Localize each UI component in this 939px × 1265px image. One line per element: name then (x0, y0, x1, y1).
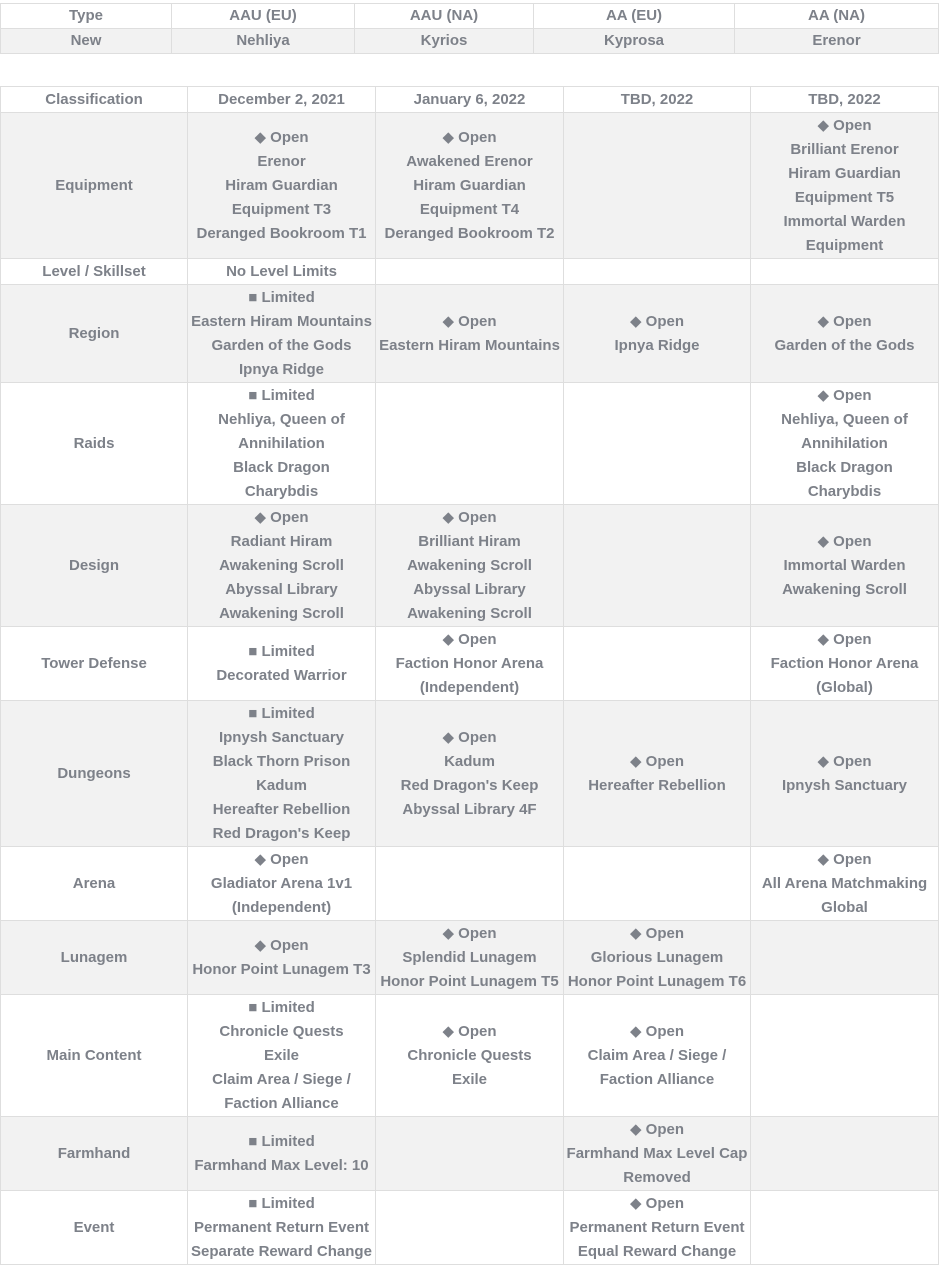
cell-line: Farmhand Max Level: 10 (194, 1156, 369, 1174)
table-row (1, 113, 939, 259)
table-cell (376, 1117, 564, 1191)
cell-line: Annihilation (801, 434, 888, 452)
table-row (1, 921, 939, 995)
date-header: TBD, 2022 (751, 87, 939, 113)
cell-line: Awakening Scroll (407, 556, 532, 574)
cell-line: Abyssal Library (413, 580, 526, 598)
date-header: December 2, 2021 (188, 87, 376, 113)
cell-line: Permanent Return Event (569, 1218, 745, 1236)
cell-line: Abyssal Library (225, 580, 338, 598)
cell-line: ◆ Open (442, 630, 497, 648)
cell-line: Eastern Hiram Mountains (379, 336, 560, 354)
table-cell (751, 1191, 939, 1265)
cell-line: ◆ Open (817, 850, 872, 868)
table-cell (564, 921, 751, 995)
cell-line: Hereafter Rebellion (588, 776, 726, 794)
cell-line: Claim Area / Siege / (587, 1046, 727, 1064)
cell-line: Immortal Warden (783, 556, 906, 574)
cell-line: ◆ Open (817, 630, 872, 648)
new-server-cell: Kyprosa (534, 29, 735, 54)
type-header-cell: AA (EU) (534, 4, 735, 29)
table-cell (376, 285, 564, 383)
table-cell (564, 995, 751, 1117)
cell-line: Red Dragon's Keep (212, 824, 351, 842)
cell-line: (Independent) (419, 678, 520, 696)
table-cell (376, 847, 564, 921)
cell-line: Nehliya, Queen of (781, 410, 908, 428)
cell-line: Exile (263, 1046, 300, 1064)
table-cell (188, 1191, 376, 1265)
table-cell (751, 383, 939, 505)
table-row (1, 701, 939, 847)
table-cell (188, 285, 376, 383)
table-cell (564, 505, 751, 627)
cell-line: Exile (451, 1070, 488, 1088)
table-cell (751, 285, 939, 383)
cell-line: Hiram Guardian (413, 176, 526, 194)
table-cell (376, 921, 564, 995)
column-header-row (1, 87, 939, 113)
cell-line: Brilliant Erenor (790, 140, 899, 158)
cell-line: ■ Limited (248, 386, 315, 404)
table-cell (751, 921, 939, 995)
cell-line: ◆ Open (817, 752, 872, 770)
row-label: Event (1, 1191, 188, 1265)
cell-line: No Level Limits (226, 262, 337, 280)
cell-line: Kadum (444, 752, 495, 770)
cell-line: Charybdis (244, 482, 319, 500)
row-label: Dungeons (1, 701, 188, 847)
cell-line: Honor Point Lunagem T6 (567, 972, 747, 990)
table-cell (188, 627, 376, 701)
cell-line: Black Thorn Prison (212, 752, 351, 770)
cell-line: Black Dragon (796, 458, 893, 476)
cell-line: ◆ Open (629, 1120, 685, 1138)
cell-line: Awakening Scroll (219, 604, 344, 622)
cell-line: ◆ Open (442, 1022, 497, 1040)
cell-line: Awakened Erenor (406, 152, 533, 170)
cell-line: Hiram Guardian (788, 164, 901, 182)
cell-line: All Arena Matchmaking (761, 874, 928, 892)
cell-line: ◆ Open (629, 1022, 685, 1040)
cell-line: Nehliya, Queen of (218, 410, 345, 428)
row-label: Lunagem (1, 921, 188, 995)
cell-line: ■ Limited (248, 704, 315, 722)
new-server-cell: Nehliya (172, 29, 355, 54)
table-cell (188, 383, 376, 505)
table-cell (376, 701, 564, 847)
table-row (1, 995, 939, 1117)
table-cell (376, 383, 564, 505)
cell-line: Faction Honor Arena (770, 654, 919, 672)
cell-line: Hereafter Rebellion (212, 800, 351, 818)
table-cell (188, 259, 376, 285)
type-header-cell: AA (NA) (735, 4, 939, 29)
table-cell (376, 259, 564, 285)
table-cell (751, 1117, 939, 1191)
row-label: Region (1, 285, 188, 383)
row-label: Farmhand (1, 1117, 188, 1191)
type-header-cell: AAU (EU) (172, 4, 355, 29)
table-cell (564, 259, 751, 285)
date-header: TBD, 2022 (564, 87, 751, 113)
table-cell (376, 113, 564, 259)
cell-line: Equipment T5 (794, 188, 895, 206)
table-row (1, 1191, 939, 1265)
cell-line: Erenor (257, 152, 306, 170)
cell-line: Awakening Scroll (219, 556, 344, 574)
table-cell (376, 995, 564, 1117)
cell-line: Gladiator Arena 1v1 (210, 874, 353, 892)
cell-line: (Independent) (231, 898, 332, 916)
cell-line: ■ Limited (248, 288, 315, 306)
table-cell (751, 505, 939, 627)
table-cell (188, 1117, 376, 1191)
new-server-cell: Erenor (735, 29, 939, 54)
table-cell (376, 627, 564, 701)
cell-line: Farmhand Max Level Cap (566, 1144, 748, 1162)
new-server-cell: New (1, 29, 172, 54)
cell-line: ◆ Open (817, 386, 872, 404)
table-row (1, 627, 939, 701)
cell-line: Kadum (256, 776, 307, 794)
cell-line: Ipnysh Sanctuary (781, 776, 908, 794)
row-label: Level / Skillset (1, 259, 188, 285)
cell-line: Deranged Bookroom T1 (196, 224, 367, 242)
table-row (1, 847, 939, 921)
cell-line: ◆ Open (442, 924, 497, 942)
table-row (1, 285, 939, 383)
cell-line: (Global) (816, 678, 873, 696)
classification-header: Classification (1, 87, 188, 113)
cell-line: Hiram Guardian (225, 176, 338, 194)
cell-line: Splendid Lunagem (402, 948, 537, 966)
table-cell (376, 505, 564, 627)
table-cell (751, 847, 939, 921)
cell-line: ■ Limited (248, 642, 315, 660)
table-cell (188, 113, 376, 259)
table-cell (564, 701, 751, 847)
cell-line: Faction Alliance (224, 1094, 339, 1112)
table-cell (564, 847, 751, 921)
table-cell (188, 995, 376, 1117)
cell-line: Red Dragon's Keep (400, 776, 539, 794)
table-cell (751, 113, 939, 259)
cell-line: ◆ Open (254, 128, 309, 146)
cell-line: Equipment T3 (231, 200, 332, 218)
type-row (1, 4, 939, 29)
table-cell (188, 701, 376, 847)
cell-line: Awakening Scroll (782, 580, 907, 598)
table-cell (564, 383, 751, 505)
table-cell (751, 627, 939, 701)
table-cell (376, 1191, 564, 1265)
table-cell (564, 1191, 751, 1265)
cell-line: Equipment (805, 236, 884, 254)
cell-line: Abyssal Library 4F (402, 800, 537, 818)
table-cell (751, 701, 939, 847)
cell-line: ◆ Open (629, 924, 685, 942)
table-cell (188, 847, 376, 921)
cell-line: ◆ Open (442, 128, 497, 146)
content-schedule-table (0, 86, 939, 1265)
cell-line: ◆ Open (817, 532, 872, 550)
date-header: January 6, 2022 (376, 87, 564, 113)
table-cell (188, 921, 376, 995)
row-label: Design (1, 505, 188, 627)
cell-line: ◆ Open (817, 116, 872, 134)
cell-line: ◆ Open (629, 1194, 685, 1212)
cell-line: Radiant Hiram (230, 532, 333, 550)
row-label: Equipment (1, 113, 188, 259)
cell-line: Equipment T4 (419, 200, 520, 218)
table-cell (564, 1117, 751, 1191)
table-cell (751, 259, 939, 285)
cell-line: ◆ Open (817, 312, 872, 330)
type-header-cell: AAU (NA) (355, 4, 534, 29)
cell-line: Charybdis (807, 482, 882, 500)
table-cell (564, 113, 751, 259)
table-cell (188, 505, 376, 627)
table-cell (564, 285, 751, 383)
cell-line: Brilliant Hiram (418, 532, 521, 550)
table-row (1, 1117, 939, 1191)
cell-line: Garden of the Gods (774, 336, 915, 354)
cell-line: Removed (623, 1168, 691, 1186)
cell-line: Chronicle Quests (219, 1022, 344, 1040)
server-type-table (0, 3, 939, 54)
cell-line: Black Dragon (233, 458, 330, 476)
cell-line: Chronicle Quests (407, 1046, 532, 1064)
cell-line: ■ Limited (248, 1132, 315, 1150)
cell-line: Decorated Warrior (216, 666, 347, 684)
table-cell (564, 627, 751, 701)
row-label: Tower Defense (1, 627, 188, 701)
cell-line: Glorious Lunagem (590, 948, 724, 966)
cell-line: ◆ Open (442, 728, 497, 746)
table-cell (751, 995, 939, 1117)
cell-line: ◆ Open (629, 752, 685, 770)
cell-line: Separate Reward Change (191, 1242, 372, 1260)
cell-line: ◆ Open (629, 312, 685, 330)
cell-line: Eastern Hiram Mountains (191, 312, 372, 330)
cell-line: ◆ Open (254, 850, 309, 868)
cell-line: Annihilation (238, 434, 325, 452)
table-row (1, 505, 939, 627)
type-header-cell: Type (1, 4, 172, 29)
cell-line: ■ Limited (248, 1194, 315, 1212)
cell-line: ◆ Open (442, 312, 497, 330)
cell-line: ◆ Open (442, 508, 497, 526)
cell-line: Ipnysh Sanctuary (218, 728, 345, 746)
new-server-cell: Kyrios (355, 29, 534, 54)
cell-line: Awakening Scroll (407, 604, 532, 622)
cell-line: Equal Reward Change (577, 1242, 737, 1260)
cell-line: Garden of the Gods (211, 336, 352, 354)
cell-line: Global (821, 898, 868, 916)
row-label: Arena (1, 847, 188, 921)
cell-line: Faction Alliance (599, 1070, 715, 1088)
cell-line: Ipnya Ridge (614, 336, 700, 354)
table-row (1, 383, 939, 505)
row-label: Main Content (1, 995, 188, 1117)
cell-line: Immortal Warden (783, 212, 906, 230)
new-server-row (1, 29, 939, 54)
table-row (1, 259, 939, 285)
cell-line: Honor Point Lunagem T3 (192, 960, 371, 978)
cell-line: Permanent Return Event (193, 1218, 370, 1236)
cell-line: ■ Limited (248, 998, 315, 1016)
cell-line: ◆ Open (254, 508, 309, 526)
cell-line: Honor Point Lunagem T5 (380, 972, 559, 990)
cell-line: Ipnya Ridge (238, 360, 324, 378)
cell-line: ◆ Open (254, 936, 309, 954)
cell-line: Claim Area / Siege / (212, 1070, 351, 1088)
row-label: Raids (1, 383, 188, 505)
cell-line: Deranged Bookroom T2 (384, 224, 555, 242)
cell-line: Faction Honor Arena (395, 654, 544, 672)
